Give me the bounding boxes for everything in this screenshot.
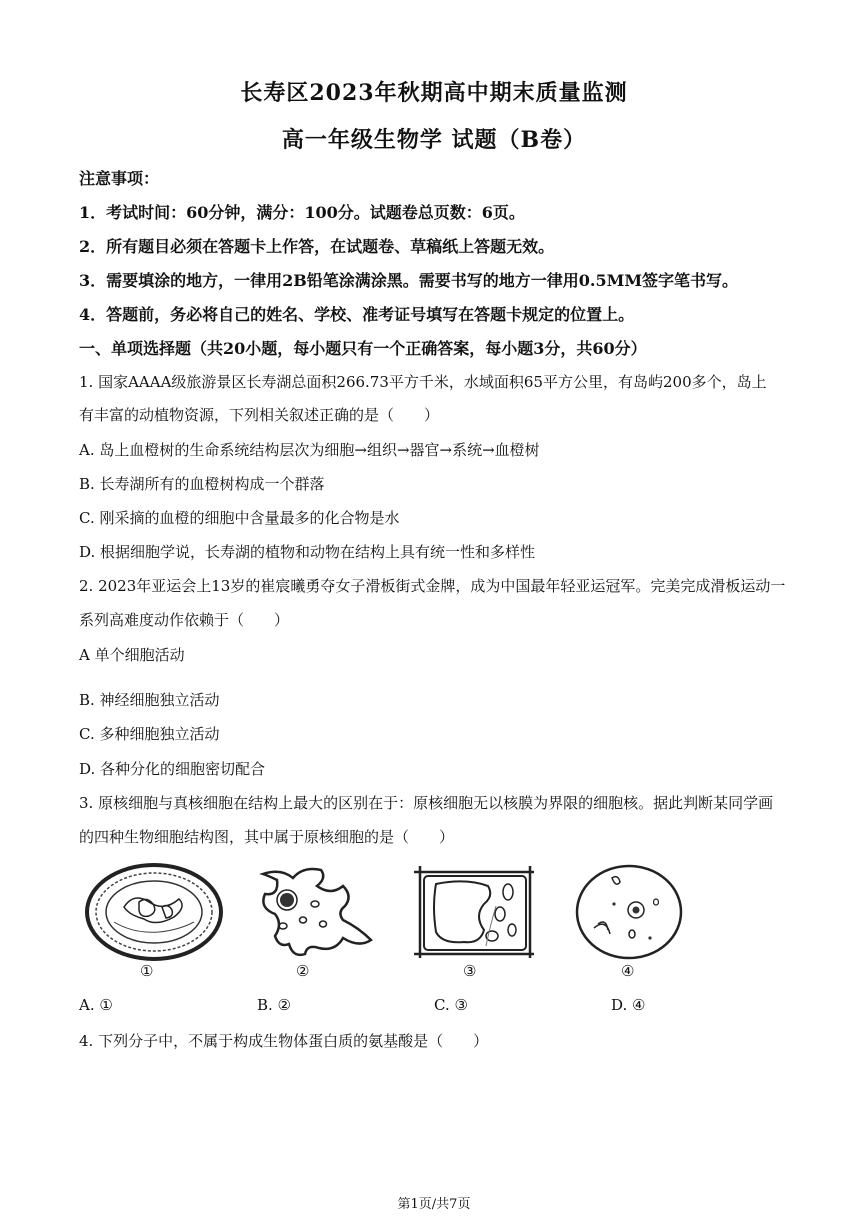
- choice-d: D. ④: [611, 996, 646, 1014]
- question-stem: 2. 2023年亚运会上13岁的崔宸曦勇夺女子滑板街式金牌，成为中国最年轻亚运冠军。完美完成滑板运动一: [79, 577, 786, 595]
- cell-drawing-1: [84, 862, 224, 962]
- figure-label: ③: [463, 962, 477, 980]
- exam-subtitle: 高一年级生物学 试题（B卷）: [281, 127, 587, 153]
- cell-drawing-2: [245, 862, 375, 962]
- option-d: D. 根据细胞学说，长寿湖的植物和动物在结构上具有统一性和多样性: [79, 543, 536, 561]
- question-stem: 系列高难度动作依赖于（ ）: [79, 611, 290, 629]
- question-stem: 4. 下列分子中，不属于构成生物体蛋白质的氨基酸是（ ）: [79, 1032, 489, 1050]
- figure-label: ④: [621, 962, 635, 980]
- page-footer: 第1页/共7页: [397, 1197, 471, 1212]
- notice-item: 2．所有题目必须在答题卡上作答，在试题卷、草稿纸上答题无效。: [79, 237, 555, 256]
- option-c: C. 刚采摘的血橙的细胞中含量最多的化合物是水: [79, 509, 400, 527]
- exam-title: 长寿区2023年秋期高中期末质量监测: [240, 80, 628, 106]
- notice-heading: 注意事项：: [79, 169, 160, 188]
- choice-a: A. ①: [79, 996, 113, 1014]
- question-stem: 的四种生物细胞结构图，其中属于原核细胞的是（ ）: [79, 828, 455, 846]
- question-stem: 1. 国家AAAA级旅游景区长寿湖总面积266.73平方千米，水域面积65平方公里，有岛屿200多个，岛上: [79, 373, 767, 391]
- option-a: A. 岛上血橙树的生命系统结构层次为细胞→组织→器官→系统→血橙树: [79, 441, 540, 459]
- option-b: B. 神经细胞独立活动: [79, 691, 220, 709]
- notice-item: 4．答题前，务必将自己的姓名、学校、准考证号填写在答题卡规定的位置上。: [79, 305, 635, 324]
- option-d: D. 各种分化的细胞密切配合: [79, 760, 266, 778]
- question-stem: 3. 原核细胞与真核细胞在结构上最大的区别在于：原核细胞无以核膜为界限的细胞核。据此判断某同学画: [79, 794, 774, 812]
- choice-b: B. ②: [257, 996, 292, 1014]
- figure-label: ②: [296, 962, 310, 980]
- notice-item: 3．需要填涂的地方，一律用2B铅笔涂满涂黑。需要书写的地方一律用0.5MM签字笔书写。: [79, 271, 739, 290]
- option-b: B. 长寿湖所有的血橙树构成一个群落: [79, 475, 325, 493]
- notice-item: 1．考试时间：60分钟，满分：100分。试题卷总页数：6页。: [79, 203, 525, 222]
- choice-c: C. ③: [434, 996, 468, 1014]
- option-a: A 单个细胞活动: [79, 646, 185, 664]
- cell-drawing-4: [574, 862, 684, 962]
- section-heading: 一、单项选择题（共20小题，每小题只有一个正确答案，每小题3分，共60分）: [79, 339, 647, 358]
- cell-drawing-3: [410, 862, 540, 962]
- figure-label: ①: [140, 962, 154, 980]
- option-c: C. 多种细胞独立活动: [79, 725, 220, 743]
- question-stem: 有丰富的动植物资源，下列相关叙述正确的是（ ）: [79, 406, 440, 424]
